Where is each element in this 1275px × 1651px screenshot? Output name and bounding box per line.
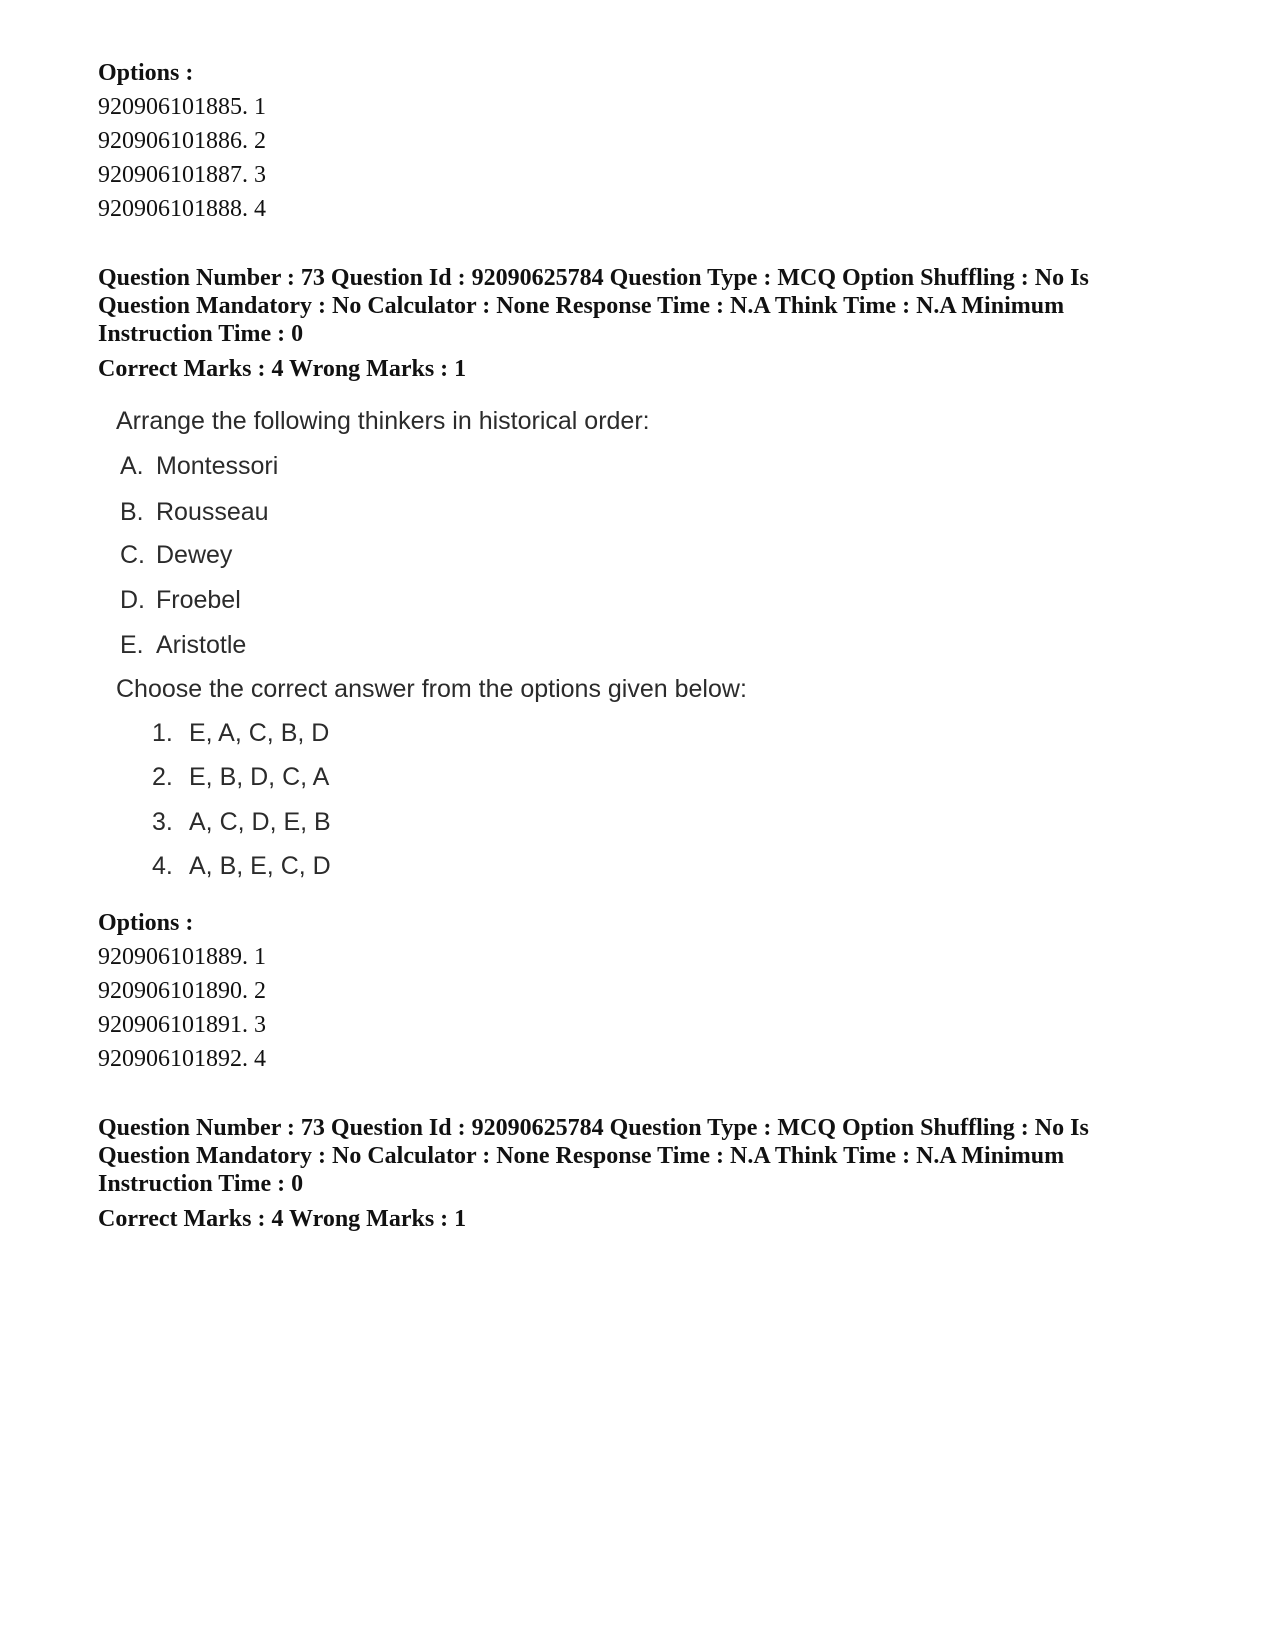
answer-choice: 4. A, B, E, C, D xyxy=(152,852,331,880)
question-marks: Correct Marks : 4 Wrong Marks : 1 xyxy=(98,356,467,382)
options-header: Options : xyxy=(98,910,194,936)
option-line: 920906101890. 2 xyxy=(98,978,266,1004)
question-meta-block xyxy=(98,264,1178,383)
question-stem: Arrange the following thinkers in historical order: xyxy=(116,407,650,435)
option-line: 920906101886. 2 xyxy=(98,128,266,154)
options-header: Options : xyxy=(98,60,194,86)
options-block xyxy=(98,56,266,226)
next-question-meta-block xyxy=(98,1114,1178,1233)
option-line: 920906101889. 1 xyxy=(98,944,266,970)
answer-choice: 2. E, B, D, C, A xyxy=(152,763,330,791)
list-item: D. Froebel xyxy=(120,586,241,614)
option-line: 920906101891. 3 xyxy=(98,1012,266,1038)
answer-choice: 3. A, C, D, E, B xyxy=(152,808,331,836)
answer-choice: 1. E, A, C, B, D xyxy=(152,719,330,747)
question-meta: Question Number : 73 Question Id : 92090625784 Question Type : MCQ Option Shuffling : No Is Question Mandatory : No Calculator : None Response Time : N.A Think Time : N.A Minimum Instruction Time : 0 xyxy=(98,265,1089,347)
options-block xyxy=(98,906,266,1076)
list-item: B. Rousseau xyxy=(120,498,269,526)
option-line: 920906101892. 4 xyxy=(98,1046,266,1072)
choose-instruction: Choose the correct answer from the options given below: xyxy=(116,675,747,703)
option-line: 920906101885. 1 xyxy=(98,94,266,120)
question-marks: Correct Marks : 4 Wrong Marks : 1 xyxy=(98,1206,467,1232)
option-line: 920906101888. 4 xyxy=(98,196,266,222)
list-item: E. Aristotle xyxy=(120,631,247,659)
list-item: C. Dewey xyxy=(120,541,233,569)
option-line: 920906101887. 3 xyxy=(98,162,266,188)
question-meta: Question Number : 73 Question Id : 92090625784 Question Type : MCQ Option Shuffling : No Is Question Mandatory : No Calculator : None Response Time : N.A Think Time : N.A Minimum Instruction Time : 0 xyxy=(98,1115,1089,1197)
list-item: A. Montessori xyxy=(120,452,279,480)
